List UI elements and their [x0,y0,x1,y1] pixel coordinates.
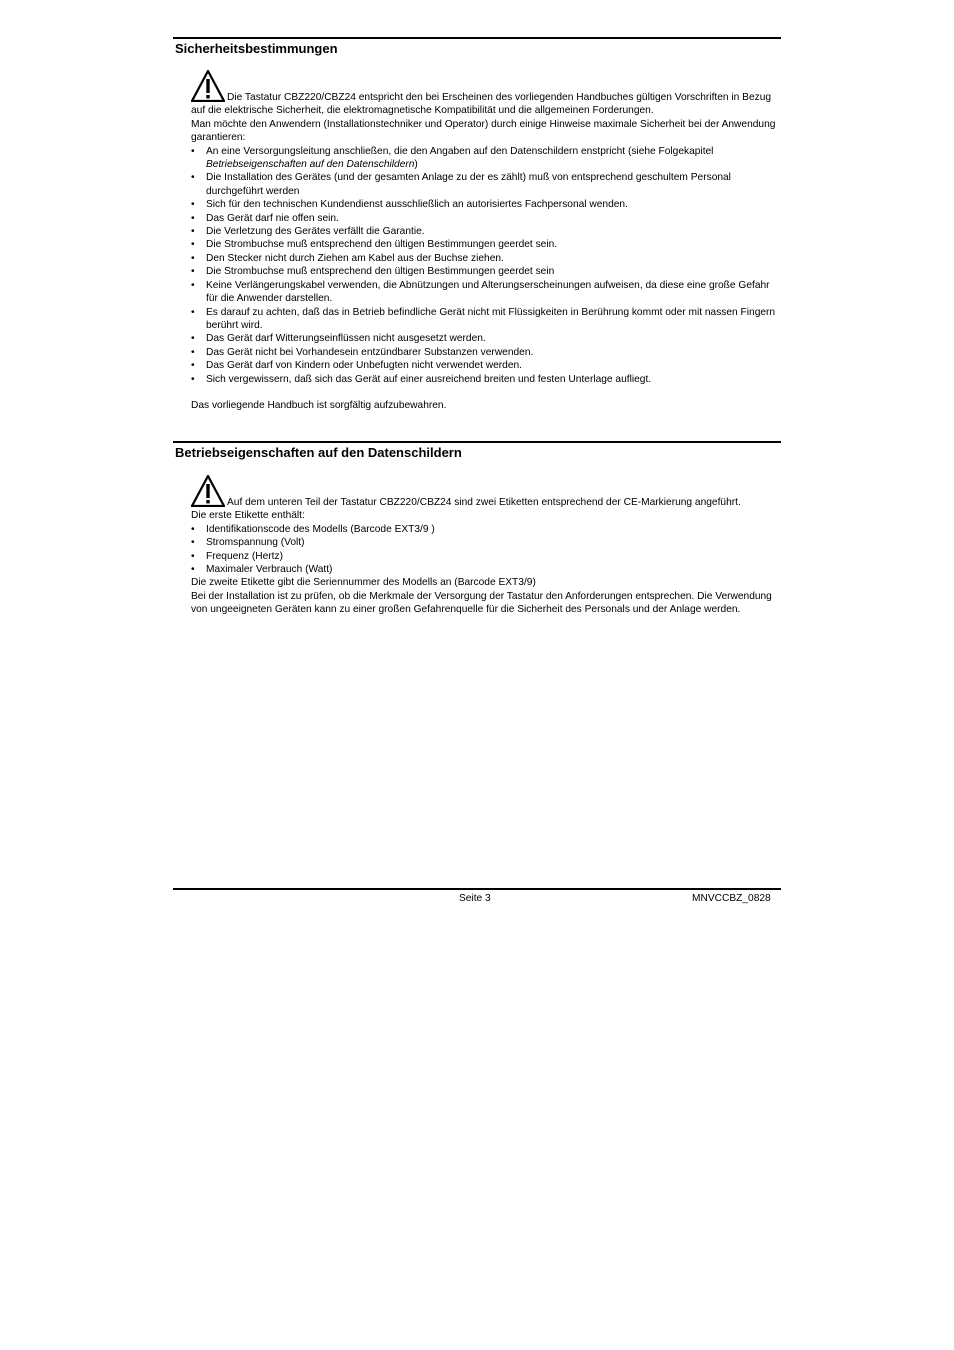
section-heading-safety: Sicherheitsbestimmungen [175,41,338,56]
list-item: • Keine Verlängerungskabel verwenden, die Abnützungen und Alterungserscheinungen aufweisen, da diese eine große Gefahr für die Anwender darstellen. [191,279,770,305]
list-item: • Das Gerät darf Witterungseinflüssen nicht ausgesetzt werden. [191,333,486,345]
section-heading-datasheet: Betriebseigenschaften auf den Datenschildern [175,445,462,460]
list-item: • Es darauf zu achten, daß das in Betrieb befindliche Gerät nicht mit Flüssigkeiten in Berührung kommt oder mit nassen Fingern berührt wird. [191,306,776,331]
datasheet-intro-paragraph [191,475,781,509]
list-item: • Die Strombuchse muß entsprechend den ültigen Bestimmungen geerdet sein. [191,239,558,251]
list-item: • Den Stecker nicht durch Ziehen am Kabel aus der Buchse ziehen. [191,252,504,264]
list-item: • An eine Versorgungsleitung anschließen, die den Angaben auf den Datenschildern enstpricht (siehe Folgekapitel Betriebseigenschaften auf den Datenschildern) [191,145,714,171]
list-item: • Stromspannung (Volt) [191,537,305,549]
page-number: Seite 3 [459,893,491,904]
safety-bullet-list [191,145,781,386]
bullet-icon: • [191,346,195,358]
list-item: • Sich für den technischen Kundendienst ausschließlich an autorisiertes Fachpersonal wenden. [191,199,628,211]
safety-paragraph-2: Man möchte den Anwendern (Installationstechniker und Operator) durch einige Hinweise maximale Sicherheit bei der Anwendung garantieren: [191,118,776,144]
list-item: • Das Gerät darf von Kindern oder Unbefugten nicht verwendet werden. [191,360,522,372]
first-label-caption: Die erste Etikette enthält: [191,510,305,522]
list-item: • Sich vergewissern, daß sich das Gerät auf einer ausreichend breiten und festen Unterlage aufliegt. [191,373,652,385]
bullet-icon: • [191,537,195,549]
section-body-datasheet [191,475,781,617]
list-item: • Die Verletzung des Gerätes verfällt die Garantie. [191,226,425,238]
list-item: • Das Gerät darf nie offen sein. [191,212,339,224]
bullet-icon: • [191,199,195,211]
bullet-icon: • [191,145,195,157]
bullet-icon: • [191,279,195,291]
bullet-icon: • [191,226,195,238]
datasheet-closing-note: Bei der Installation ist zu prüfen, ob die Merkmale der Versorgung der Tastatur den Anforderungen entsprechen. Die Verwendung von ungeeigneten Geräten kann zu einer großen Gefahrenquelle für die Sicherheit des Personals und der Anlage werden. [191,590,772,616]
bullet-icon: • [191,306,195,318]
document-code: MNVCCBZ_0828 [692,893,771,904]
list-item: • Das Gerät nicht bei Vorhandesein entzündbarer Substanzen verwenden. [191,346,534,358]
list-item: • Die Installation des Gerätes (und der gesamten Anlage zu der es zählt) muß von entsprechend geschultem Personal durchgeführt werden [191,172,731,197]
list-item: • Maximaler Verbrauch (Watt) [191,564,333,576]
bullet-icon: • [191,172,195,184]
bullet-icon: • [191,266,195,278]
cross-reference: Betriebseigenschaften auf den Datenschildern [206,159,415,171]
safety-intro-paragraph [191,70,781,118]
label-contents-list [191,523,781,577]
bullet-icon: • [191,564,195,576]
bullet-icon: • [191,252,195,264]
bullet-icon: • [191,523,195,535]
list-item: • Die Strombuchse muß entsprechend den ültigen Bestimmungen geerdet sein [191,266,555,278]
list-item: • Identifikationscode des Modells (Barcode EXT3/9 ) [191,523,435,535]
bullet-icon: • [191,212,195,224]
footer-rule [173,888,781,890]
list-item: • Frequenz (Hertz) [191,550,283,562]
second-label-caption: Die zweite Etikette gibt die Seriennummer des Modells an (Barcode EXT3/9) [191,577,536,589]
datasheet-intro-text: Auf dem unteren Teil der Tastatur CBZ220/CBZ24 sind zwei Etiketten entsprechend der CE-Markierung angeführt. [227,497,741,508]
section-rule-middle [173,441,781,443]
bullet-icon: • [191,373,195,385]
warning-triangle-icon [191,70,225,102]
bullet-icon: • [191,550,195,562]
section-rule-top [173,37,781,39]
safety-intro-text: Die Tastatur CBZ220/CBZ24 entspricht den bei Erscheinen des vorliegenden Handbuches gültigen Vorschriften in Bezug auf die elektrische Sicherheit, die elektromagnetische Kompatibilität und die allgemeinen Forderungen. [191,92,772,117]
safety-closing-note: Das vorliegende Handbuch ist sorgfältig aufzubewahren. [191,399,447,411]
bullet-icon: • [191,333,195,345]
warning-triangle-icon [191,475,225,507]
bullet-icon: • [191,239,195,251]
section-body-safety [191,70,781,412]
bullet-icon: • [191,360,195,372]
